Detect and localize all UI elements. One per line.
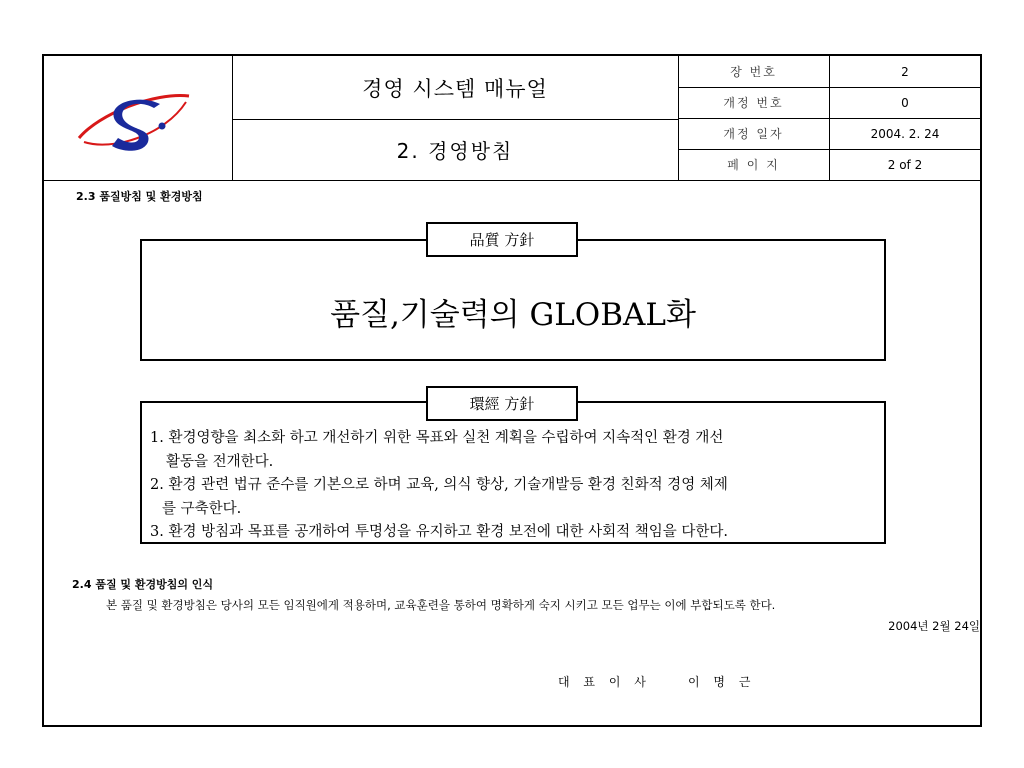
info-row-page (678, 149, 980, 180)
env-item-1-line-1: 1. 환경영향을 최소화 하고 개선하기 위한 목표와 실천 계획을 수립하여 지속적인 환경 개선 (150, 430, 724, 446)
info-value: 2 of 2 (887, 157, 923, 172)
list-item (150, 427, 728, 474)
info-label: 페 이 지 (678, 149, 830, 180)
chapter-title: 2. 경영방침 (396, 139, 514, 163)
info-row-revision (678, 87, 980, 119)
env-policy-list (150, 427, 728, 545)
quality-policy-tag: 品質 方針 (426, 222, 578, 257)
env-policy-box (140, 401, 886, 544)
info-row-chapter (678, 56, 980, 88)
env-policy-tag: 環經 方針 (426, 386, 578, 421)
env-item-3-line-1: 3. 환경 방침과 목표를 공개하여 투명성을 유지하고 환경 보전에 대한 사회적 책임을 다한다. (150, 524, 729, 540)
company-logo-icon (44, 56, 232, 180)
info-label: 장 번호 (678, 56, 830, 87)
info-label: 개정 번호 (678, 87, 830, 118)
revision-info-table (678, 56, 980, 180)
info-row-date (678, 118, 980, 150)
statement-date: 2004년 2월 24일 (888, 619, 980, 633)
signature-role: 대 표 이 사 (558, 675, 651, 689)
quality-policy-box (140, 239, 886, 361)
section-2-4-title: 2.4 품질 및 환경방침의 인식 (72, 578, 214, 591)
env-item-1-line-2: 활동을 전개한다. (166, 453, 274, 470)
manual-title: 경영 시스템 매뉴얼 (232, 56, 678, 120)
section-2-4-body: 본 품질 및 환경방침은 당사의 모든 임직원에게 적용하며, 교육훈련을 통하여 명확하게 숙지 시키고 모든 업무는 이에 부합되도록 한다. (106, 598, 776, 612)
document-header (44, 56, 980, 181)
list-item (150, 474, 728, 521)
document-frame (42, 54, 982, 727)
list-item (150, 521, 728, 545)
info-value: 2004. 2. 24 (870, 126, 940, 141)
title-cell (232, 56, 679, 180)
env-item-2-line-1: 2. 환경 관련 법규 준수를 기본으로 하며 교육, 의식 향상, 기술개발등 환경 친화적 경영 체제 (150, 477, 728, 493)
signature-name: 이 명 근 (688, 675, 756, 689)
env-item-2-line-2: 를 구축한다. (162, 500, 242, 517)
section-2-3-title: 2.3 품질방침 및 환경방침 (76, 190, 203, 203)
info-label: 개정 일자 (678, 118, 830, 149)
quality-slogan: 품질,기술력의 GLOBAL화 (330, 297, 696, 333)
info-value: 0 (901, 95, 909, 110)
logo-cell (44, 56, 233, 180)
info-value: 2 (901, 64, 909, 79)
